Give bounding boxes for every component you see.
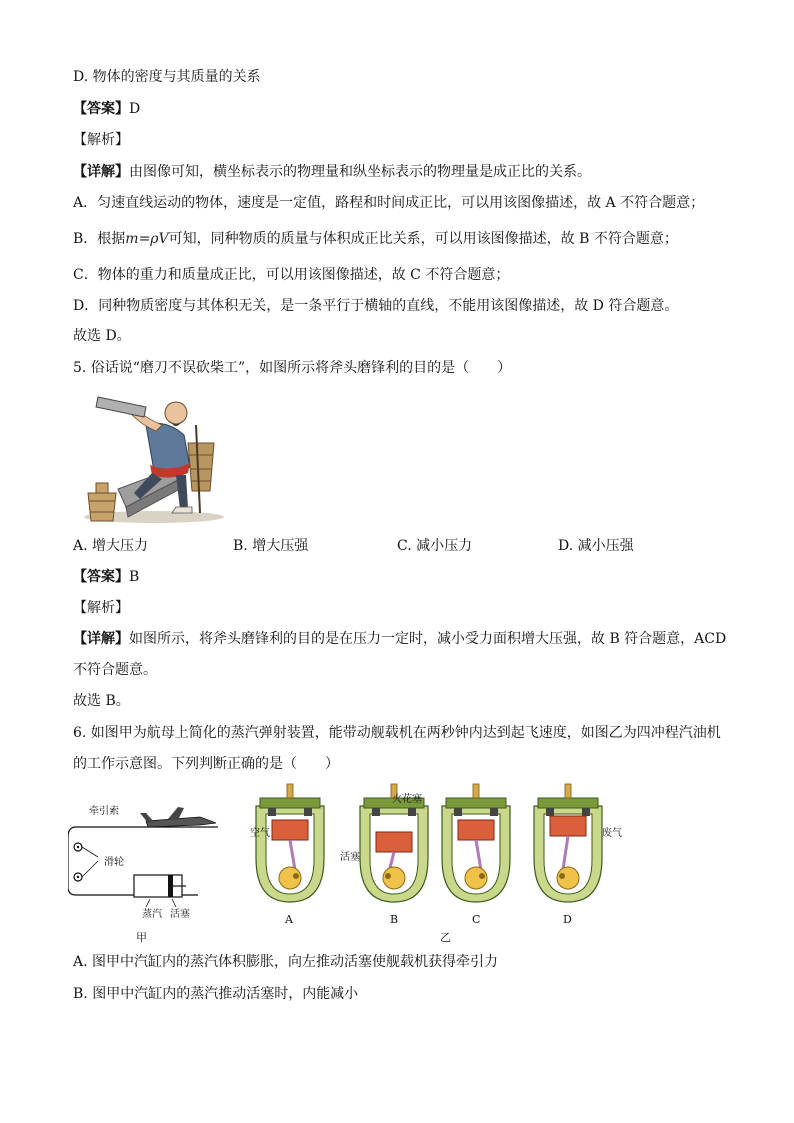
label-piston-jia: 活塞 (170, 909, 190, 920)
engine-cylinder-2-piston (376, 832, 412, 852)
engine-cylinder-4-head (538, 798, 598, 808)
engine-cylinder-3-valve-left (454, 808, 462, 816)
q4-explain-b (73, 229, 678, 249)
engine-cylinder-3-crank-pin (479, 873, 485, 879)
q4-conclusion: 故选 D。 (73, 328, 131, 344)
answer-value: D (129, 101, 141, 117)
label-tow-cable: 牵引索 (89, 806, 119, 817)
density-formula: m=ρV (125, 231, 169, 247)
answer-value: B (129, 569, 140, 585)
q5-option-b[interactable]: B. 增大压强 (233, 538, 309, 554)
answer-tag: 【答案】 (73, 569, 129, 585)
caption-jia: 甲 (136, 931, 147, 944)
engine-cylinder-3-valve-right (490, 808, 498, 816)
label-exhaust: 废气 (602, 828, 622, 839)
q5-option-a[interactable]: A. 增大压力 (73, 538, 149, 554)
engine-cylinder-2-valve-right (408, 808, 416, 816)
engine-cylinder-4-valve-left (546, 808, 554, 816)
q4-detail-line (73, 162, 591, 182)
q5-detail-line (73, 629, 726, 649)
q5-analysis-tag: 【解析】 (73, 600, 129, 616)
q4-explain-c: C．物体的重力和质量成正比，可以用该图像描述，故 C 不符合题意； (73, 267, 510, 283)
engine-cylinder-1-valve-right (304, 808, 312, 816)
q4-analysis-tag: 【解析】 (73, 132, 129, 148)
label-spark-plug: 火花塞 (392, 794, 422, 805)
q5-conclusion: 故选 B。 (73, 693, 130, 709)
stroke-label-b: B (390, 913, 399, 926)
engine-cylinder-4-piston (550, 816, 586, 836)
knife-grinder-illustration (76, 385, 226, 525)
stroke-label-c: C (472, 913, 481, 926)
q5-option-c[interactable]: C. 减小压力 (397, 538, 473, 554)
q6-stem-line-1: 6. 如图甲为航母上简化的蒸汽弹射装置，能带动舰载机在两秒钟内达到起飞速度，如图乙为四冲程汽油机 (73, 725, 721, 741)
stroke-label-a: A (285, 913, 293, 926)
engine-cylinder-1-head (260, 798, 320, 808)
label-piston-yi: 活塞 (340, 852, 360, 863)
engine-cylinder-4-crank-pin (559, 873, 565, 879)
engine-cylinder-1-spark-plug (287, 784, 293, 798)
answer-tag: 【答案】 (73, 101, 129, 117)
explain-b-post: 可知，同种物质的质量与体积成正比关系，可以用该图像描述，故 B 不符合题意； (168, 231, 678, 247)
explain-b-pre: B．根据 (73, 231, 126, 247)
q4-option-d: D. 物体的密度与其质量的关系 (73, 69, 261, 85)
q6-option-b[interactable]: B. 图甲中汽缸内的蒸汽推动活塞时，内能减小 (73, 986, 359, 1002)
stroke-label-d: D (563, 913, 572, 926)
engine-cylinder-1-piston (272, 820, 308, 840)
steam-catapult-diagram (68, 795, 248, 945)
q6-stem-line-2: 的工作示意图。下列判断正确的是（ ） (73, 756, 339, 772)
q5-detail-line-2: 不符合题意。 (73, 662, 157, 678)
label-air: 空气 (250, 828, 270, 839)
four-stroke-engine-diagram (248, 780, 628, 945)
q4-answer-line (73, 99, 140, 119)
label-steam: 蒸汽 (142, 909, 162, 920)
engine-cylinder-2-crank-pin (385, 873, 391, 879)
engine-cylinder-4-spark-plug (565, 784, 571, 798)
engine-cylinder-1-crank-pin (293, 873, 299, 879)
engine-cylinder-4-valve-right (582, 808, 590, 816)
detail-tag: 【详解】 (73, 631, 129, 647)
q5-stem: 5. 俗话说“磨刀不误砍柴工”，如图所示将斧头磨锋利的目的是（ ） (73, 360, 512, 376)
q5-option-d[interactable]: D. 减小压强 (558, 538, 634, 554)
caption-yi: 乙 (440, 931, 451, 944)
engine-cylinder-3-piston (458, 820, 494, 840)
engine-cylinder-3-head (446, 798, 506, 808)
detail-text: 由图像可知，横坐标表示的物理量和纵坐标表示的物理量是成正比的关系。 (129, 164, 591, 180)
detail-tag: 【详解】 (73, 164, 129, 180)
engine-cylinder-2-valve-left (372, 808, 380, 816)
engine-cylinder-3-spark-plug (473, 784, 479, 798)
q4-explain-d: D．同种物质密度与其体积无关，是一条平行于横轴的直线，不能用该图像描述，故 D 符合题意。 (73, 298, 679, 314)
q6-option-a[interactable]: A. 图甲中汽缸内的蒸汽体积膨胀，向左推动活塞使舰载机获得牵引力 (73, 954, 499, 970)
engine-cylinder-1-valve-left (268, 808, 276, 816)
detail-text: 如图所示，将斧头磨锋利的目的是在压力一定时，减小受力面积增大压强，故 B 符合题意，ACD (129, 631, 727, 647)
label-pulley: 滑轮 (104, 857, 124, 868)
q5-answer-line (73, 567, 139, 587)
q4-explain-a: A．匀速直线运动的物体，速度是一定值，路程和时间成正比，可以用该图像描述，故 A 不符合题意； (73, 195, 705, 211)
